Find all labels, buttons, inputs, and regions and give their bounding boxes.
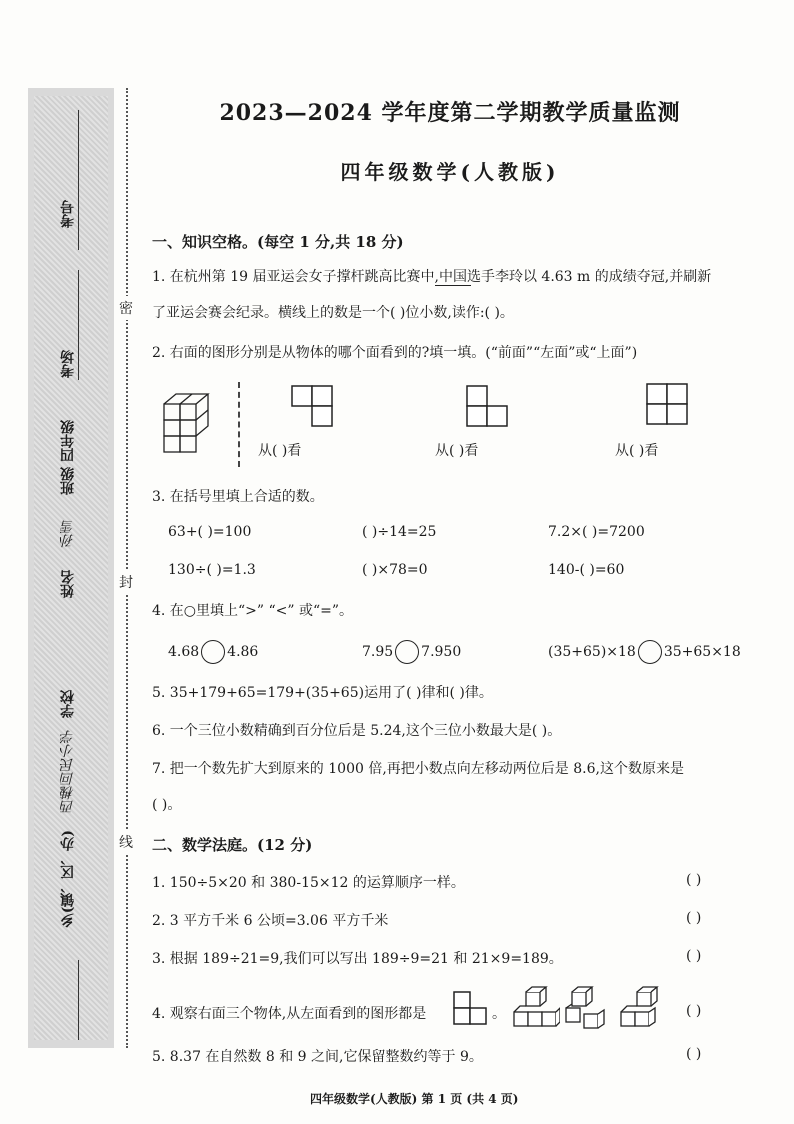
q1-underline (435, 285, 471, 286)
judge-item: 1. 150÷5×20 和 380-15×12 的运算顺序一样。 (152, 875, 465, 891)
town-line (78, 960, 80, 1040)
q5-text[interactable]: 5. 35+179+65=179+(35+65)运用了( )律和( )律。 (152, 685, 493, 701)
judge-answer-box[interactable]: ( ) (686, 872, 702, 888)
q3-text: 3. 在括号里填上合适的数。 (152, 489, 324, 505)
exam-room-line (78, 270, 80, 380)
q2-view2-answer[interactable]: 从( )看 (435, 443, 479, 459)
q7-line1: 7. 把一个数先扩大到原来的 1000 倍,再把小数点向左移动两位后是 8.6,这个数原来是 (152, 761, 684, 777)
judge-item: 2. 3 平方千米 6 公顷=3.06 平方千米 (152, 913, 389, 929)
page-title: 2023—2024 学年度第二学期教学质量监测 (219, 100, 681, 126)
page-subtitle: 四年级数学(人教版) (340, 160, 560, 184)
q2-view2-figure (465, 384, 531, 430)
judge-answer-box[interactable]: ( ) (686, 948, 702, 964)
judge-item: 5. 8.37 在自然数 8 和 9 之间,它保留整数约等于 9。 (152, 1049, 483, 1065)
page-footer: 四年级数学(人教版) 第 1 页 (共 4 页) (310, 1092, 519, 1106)
judge-answer-box[interactable]: ( ) (686, 910, 702, 926)
exam-no-line (78, 110, 80, 250)
q4-compare-1: 4.68 4.86 (168, 640, 258, 664)
seal-char-xian: 线 (119, 830, 133, 854)
q2-object-figure (160, 390, 220, 458)
seal-dotted-line (126, 88, 128, 1048)
judge-item: 3. 根据 189÷21=9,我们可以写出 189÷9=21 和 21×9=189。 (152, 951, 563, 967)
q7-line2[interactable]: ( )。 (152, 797, 182, 813)
q2-view3-answer[interactable]: 从( )看 (615, 443, 659, 459)
q4-left-view-figure (452, 990, 488, 1026)
seal-char-mi: 密 (119, 296, 133, 320)
compare-circle[interactable] (201, 640, 225, 664)
q3-item[interactable]: 7.2×( )=7200 (548, 524, 645, 540)
judge-answer-box[interactable]: ( ) (686, 1003, 702, 1019)
q2-divider (238, 382, 240, 467)
section1-heading: 一、知识空格。(每空 1 分,共 18 分) (152, 233, 404, 251)
cube-object-3 (615, 984, 667, 1036)
section2-heading: 二、数学法庭。(12 分) (152, 836, 313, 854)
q2-view1-answer[interactable]: 从( )看 (258, 443, 302, 459)
judge-item-period: 。 (492, 1006, 506, 1022)
seal-char-feng: 封 (119, 570, 133, 594)
q3-item[interactable]: 63+( )=100 (168, 524, 252, 540)
q1-line1: 1. 在杭州第 19 届亚运会女子撑杆跳高比赛中,中国选手李玲以 4.63 m 的成绩夺冠,并刷新 (152, 269, 712, 285)
q4-compare-3: (35+65)×18 35+65×18 (548, 640, 741, 664)
q3-item[interactable]: ( )×78=0 (362, 562, 428, 578)
judge-answer-box[interactable]: ( ) (686, 1046, 702, 1062)
q1-line2: 了亚运会赛会纪录。横线上的数是一个( )位小数,读作:( )。 (152, 305, 514, 321)
cube-object-1 (512, 984, 560, 1036)
compare-circle[interactable] (638, 640, 662, 664)
judge-item: 4. 观察右面三个物体,从左面看到的图形都是 (152, 1006, 427, 1022)
q4-compare-2: 7.95 7.950 (362, 640, 461, 664)
q2-text: 2. 右面的图形分别是从物体的哪个面看到的?填一填。(“前面”“左面”或“上面”) (152, 345, 638, 361)
q4-text: 4. 在○里填上“>” “<” 或“=”。 (152, 603, 354, 619)
q2-view3-figure (645, 382, 691, 428)
compare-circle[interactable] (395, 640, 419, 664)
q2-view1-figure (290, 384, 336, 430)
q3-item[interactable]: 130÷( )=1.3 (168, 562, 256, 578)
q6-text[interactable]: 6. 一个三位小数精确到百分位后是 5.24,这个三位小数最大是( )。 (152, 723, 562, 739)
q3-item[interactable]: ( )÷14=25 (362, 524, 437, 540)
cube-object-2 (562, 984, 610, 1036)
q3-item[interactable]: 140-( )=60 (548, 562, 625, 578)
